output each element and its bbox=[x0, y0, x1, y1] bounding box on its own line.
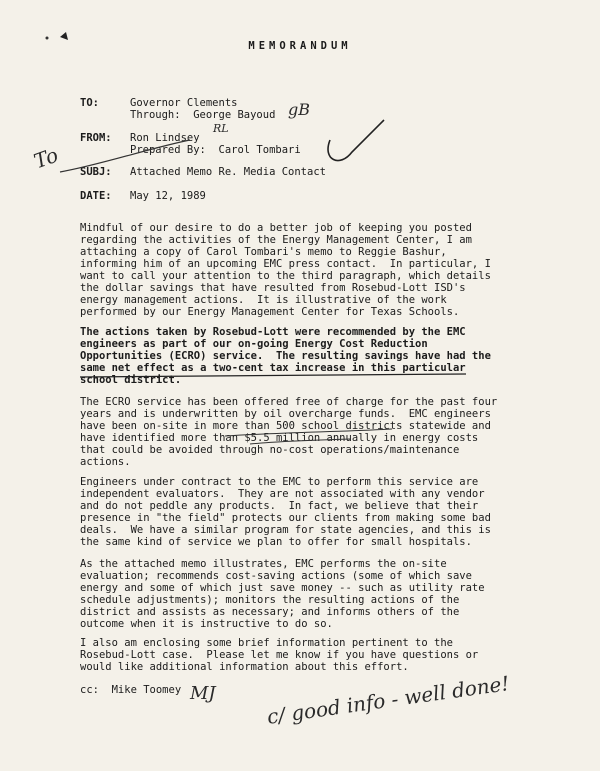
underline-tax-effect bbox=[80, 374, 466, 377]
prepared-by-text: Prepared By: Carol Tombari bbox=[130, 144, 301, 156]
check-scribble bbox=[328, 120, 384, 161]
subj-label: SUBJ: bbox=[80, 166, 112, 178]
handwritten-to-note: To bbox=[30, 142, 62, 174]
arrow-line bbox=[60, 140, 190, 172]
underline-5-5-million bbox=[250, 439, 350, 444]
corner-mark bbox=[60, 32, 68, 40]
handwritten-initials-rl: RL bbox=[213, 122, 229, 135]
from-name: Ron Lindsey bbox=[130, 132, 200, 144]
cc-line: cc: Mike Toomey bbox=[80, 684, 182, 696]
speck-mark bbox=[46, 37, 49, 40]
handwritten-initials-gb: gB bbox=[288, 100, 310, 119]
date-label: DATE: bbox=[80, 190, 112, 202]
paragraph-6: I also am enclosing some brief information pertinent to the Rosebud-Lott case. Please let me know if you have questions or would like additional information about this effort. bbox=[80, 637, 479, 673]
to-label: TO: bbox=[80, 97, 99, 109]
subj-text: Attached Memo Re. Media Contact bbox=[130, 166, 326, 178]
underline-500-districts bbox=[225, 429, 392, 436]
handwritten-closing-note: c/ good info - well done! bbox=[265, 671, 511, 729]
paragraph-1: Mindful of our desire to do a better job of keeping you posted regarding the activities of the Energy Management Center, I am attaching a copy of Carol Tombari's memo to Reggie Bashur, informing him of an upcoming EMC press contact. In particular, I want to call your attention to the third paragraph, which details the dollar savings that have resulted from Rosebud-Lott ISD's energy management actions. It is illustrative of the work performed by our Energy Management Center for Texas Schools. bbox=[80, 222, 491, 318]
date-text: May 12, 1989 bbox=[130, 190, 206, 202]
to-name: Governor Clements bbox=[130, 97, 238, 109]
from-label: FROM: bbox=[80, 132, 112, 144]
handwritten-initials-mt: MJ bbox=[190, 683, 216, 704]
memo-title: MEMORANDUM bbox=[248, 40, 352, 52]
paragraph-2: The actions taken by Rosebud-Lott were recommended by the EMC engineers as part of our on-going Energy Cost Reduction Opportunities (ECRO) service. The resulting savings have had the same net effect as a two-cent tax increase in this particular school district. bbox=[80, 326, 491, 386]
paragraph-4: Engineers under contract to the EMC to perform this service are independent evaluators. They are not associated with any vendor and do not peddle any products. In fact, we believe that their presence in "the field" protects our clients from making some bad deals. We have a similar program for state agencies, and this is the same kind of service we plan to offer for small hospitals. bbox=[80, 476, 491, 548]
paragraph-5: As the attached memo illustrates, EMC performs the on-site evaluation; recommends cost-saving actions (some of which save energy and some of which just save money -- such as utility rate schedule adjustments); monitors the resulting actions of the district and assists as necessary; and informs others of the outcome when it is instructive to do so. bbox=[80, 558, 485, 630]
through-text: Through: George Bayoud bbox=[130, 109, 276, 121]
paragraph-3: The ECRO service has been offered free of charge for the past four years and is underwritten by oil overcharge funds. EMC engineers have been on-site in more than 500 school districts statewide and have identified more than $5.5 million annually in energy costs that could be avoided through no-cost operations/maintenance actions. bbox=[80, 396, 498, 468]
